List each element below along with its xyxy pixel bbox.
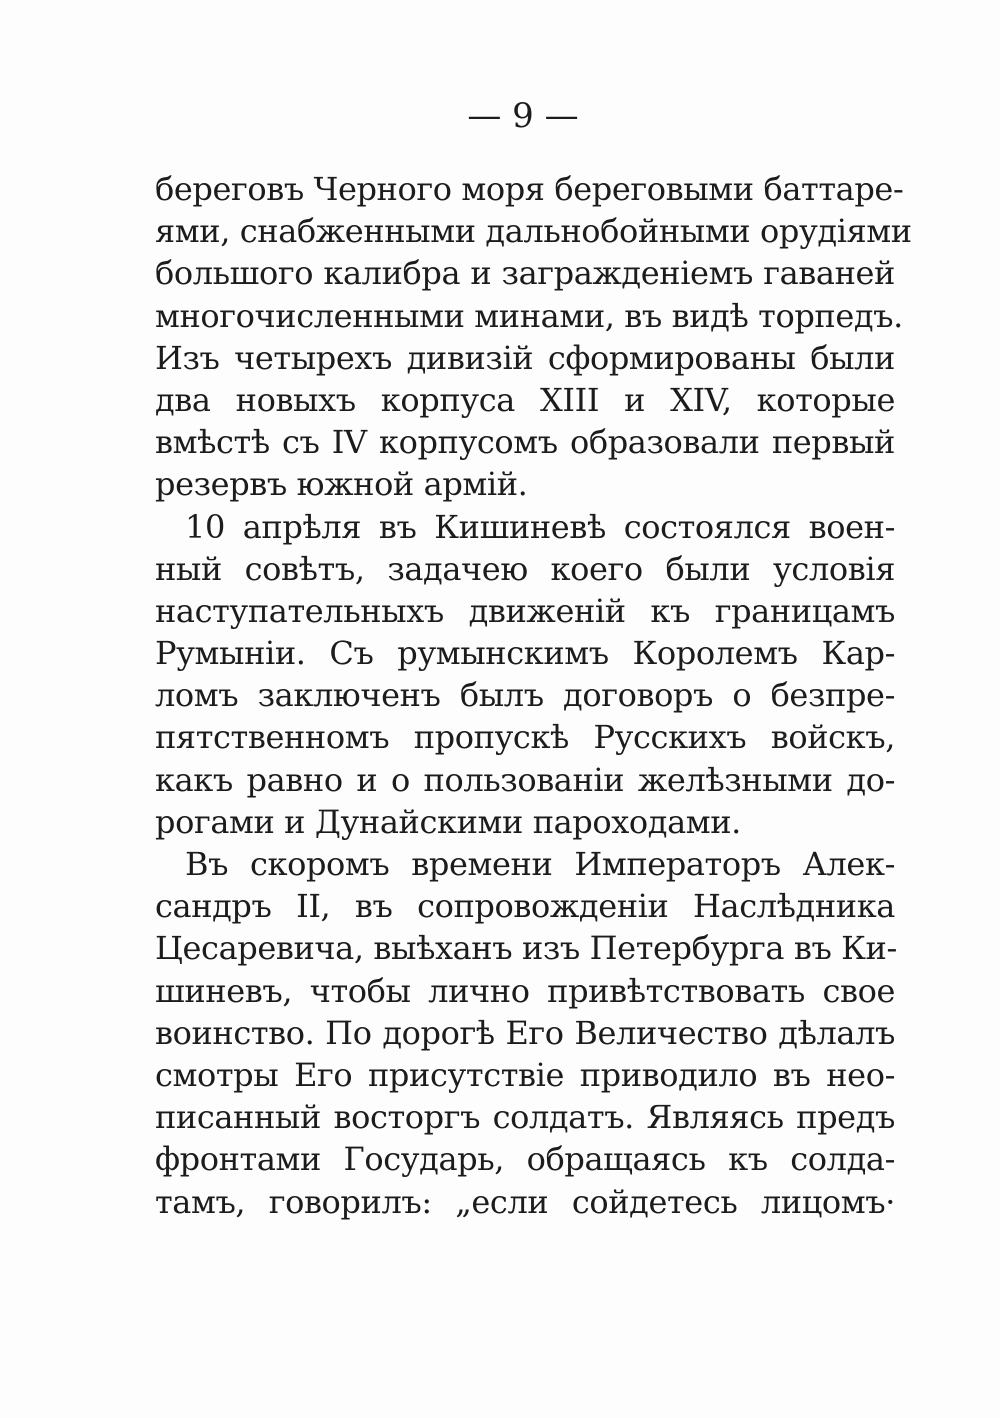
body-text — [155, 168, 912, 1223]
text-line: тамъ, говорилъ: „если сойдетесь лицомъ· — [155, 1182, 895, 1221]
text-line: многочисленными минами, въ видѣ торпедъ. — [155, 296, 903, 335]
text-line: ломъ заключенъ былъ договоръ о безпре- — [155, 676, 895, 715]
text-line: какъ равно и о пользованіи желѣзными до- — [155, 760, 895, 799]
text-line: 10 апрѣля въ Кишиневѣ состоялся воен- — [185, 507, 895, 546]
text-line: два новыхъ корпуса XIII и XIV, которые — [155, 380, 895, 419]
text-line: рогами и Дунайскими пароходами. — [155, 802, 741, 841]
text-line: воинство. По дорогѣ Его Величество дѣлалъ — [155, 1013, 895, 1052]
text-line: Румыніи. Съ румынскимъ Королемъ Кар- — [155, 634, 895, 673]
text-line: наступательныхъ движеній къ границамъ — [155, 591, 895, 630]
text-line: Изъ четырехъ дивизій сформированы были — [155, 338, 895, 377]
text-line: писанный восторгъ солдатъ. Являясь предъ — [155, 1098, 895, 1137]
text-line: береговъ Черного моря береговыми баттаре- — [155, 170, 904, 208]
page-number: — 9 — — [467, 96, 579, 136]
text-line: ный совѣтъ, задачею коего были условія — [155, 549, 895, 588]
text-line: ями, снабженными дальнобойными орудіями — [155, 212, 912, 251]
text-line: большого калибра и загражденіемъ гаваней — [155, 254, 895, 293]
text-line: фронтами Государь, обращаясь къ солда- — [155, 1140, 895, 1179]
text-line: Цесаревича, выѣханъ изъ Петербурга въ Ки- — [155, 929, 897, 968]
text-line: вмѣстѣ съ IV корпусомъ образовали первый — [155, 423, 895, 462]
text-line: резервъ южной армій. — [155, 465, 528, 504]
text-line: смотры Его присутствіе приводило въ нео- — [155, 1055, 895, 1094]
text-line: сандръ II, въ сопровожденіи Наслѣдника — [155, 887, 895, 926]
text-line: Въ скоромъ времени Императоръ Алек- — [185, 845, 895, 883]
text-line: пятственномъ пропускѣ Русскихъ войскъ, — [155, 718, 895, 757]
text-line: шиневъ, чтобы лично привѣтствовать свое — [155, 971, 895, 1010]
